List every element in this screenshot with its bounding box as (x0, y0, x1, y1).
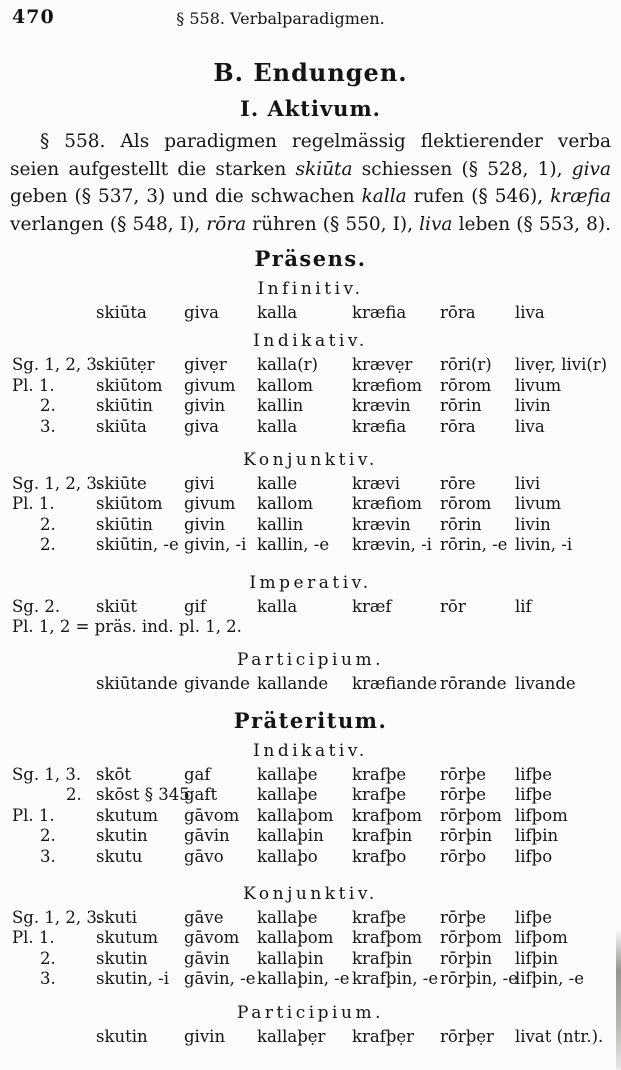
verb-form-cell: skutum (96, 805, 158, 825)
scan-artifact-smudge (616, 928, 621, 1070)
row-label (10, 303, 96, 323)
verb-form-cell: giva (184, 303, 219, 322)
verb-form-cell: skiūtom (96, 494, 163, 514)
verb-form-cell: skiūtin (96, 514, 153, 534)
verb-form-cell: skiūte (96, 474, 147, 494)
verb-form-cell: skutu (96, 846, 143, 866)
row-label: 3. (40, 969, 56, 989)
verb-form-cell: givum (184, 494, 236, 514)
mood-heading: Indikativ. (253, 740, 368, 761)
verb-form-cell: rōrþo (440, 846, 487, 866)
verb-form-cell: kallaþẹr (257, 1026, 326, 1046)
paradigm-table (10, 303, 611, 323)
verb-form-cell: gif (184, 596, 206, 616)
row-label: 3. (40, 846, 56, 866)
verb-form-cell: rōrþẹr (440, 1026, 494, 1046)
section-heading-aktivum: I. Aktivum. (240, 96, 381, 121)
verb-form-cell: skutin (96, 826, 148, 846)
row-label: 2. (40, 514, 56, 534)
paradigm-table (10, 765, 611, 867)
section-heading-endungen: B. Endungen. (213, 58, 408, 87)
row-label: 2. (40, 535, 56, 555)
paradigm-note: Pl. 1, 2 = präs. ind. pl. 1, 2. (12, 617, 242, 637)
verb-name-italic: rōra (206, 213, 247, 235)
verb-form-cell: kalla (257, 596, 298, 616)
paradigm-table (10, 908, 611, 990)
verb-form-cell: krævi (352, 474, 400, 494)
verb-form-cell: skiūtom (96, 375, 163, 395)
verb-form-cell: gāvin (184, 948, 230, 968)
verb-form-cell: krævẹr (352, 355, 413, 375)
verb-form-cell: rōra (440, 303, 476, 322)
paradigm-row (10, 597, 611, 617)
verb-form-cell: livande (515, 674, 576, 694)
verb-form-cell: givande (184, 674, 250, 694)
verb-form-cell: skiūt (96, 596, 138, 616)
verb-form-cell: kallaþom (257, 928, 334, 948)
verb-form-cell: kalla(r) (257, 355, 318, 375)
verb-form-cell: liva (515, 416, 545, 436)
row-label: Sg. 1, 2, 3. (12, 907, 103, 927)
paradigm-row (10, 303, 611, 323)
verb-form-cell: rōri(r) (440, 355, 492, 375)
intro-text: schiessen (§ 528, 1), (352, 158, 572, 180)
paradigm-row (10, 474, 611, 494)
paradigm-row (10, 674, 611, 694)
verb-form-cell: skōt (96, 764, 132, 784)
verb-form-cell: krafþẹr (352, 1026, 415, 1046)
verb-form-cell: kallaþin (257, 826, 324, 846)
verb-form-cell: givin (184, 514, 226, 534)
row-label: 3. (40, 416, 56, 436)
paradigm-row (10, 396, 611, 416)
verb-form-cell: lifþe (515, 907, 552, 927)
verb-form-cell: skiūtande (96, 674, 178, 694)
paradigm-row (10, 355, 611, 375)
verb-form-cell: kallaþe (257, 907, 318, 927)
verb-form-cell: krafþin (352, 948, 413, 968)
verb-form-cell: rōrþe (440, 764, 487, 784)
verb-name-italic: liva (419, 213, 453, 235)
verb-form-cell: krafþin (352, 826, 413, 846)
verb-form-cell: kallande (257, 674, 329, 694)
verb-form-cell: gāvin (184, 826, 230, 846)
paradigm-table (10, 597, 611, 617)
verb-form-cell: kallaþin, -e (257, 969, 350, 989)
mood-heading: Participium. (237, 650, 384, 671)
intro-text: leben (§ 553, 8). (452, 213, 611, 235)
verb-form-cell: lifþin (515, 826, 559, 846)
row-label: Sg. 1, 2, 3. (12, 355, 103, 375)
tense-heading: Präteritum. (233, 707, 388, 733)
paradigm-row (10, 515, 611, 535)
verb-form-cell: kræfiom (352, 494, 422, 514)
verb-name-italic: kalla (361, 186, 407, 207)
verb-form-cell: skiūta (96, 416, 147, 436)
paradigm-row (10, 494, 611, 514)
intro-line (10, 128, 611, 156)
verb-form-cell: rōra (440, 416, 476, 436)
verb-form-cell: skiūtin (96, 396, 153, 416)
intro-line (10, 183, 611, 211)
row-label: Pl. 1. (12, 805, 55, 825)
paradigm-row (10, 969, 611, 989)
verb-form-cell: kallaþom (257, 805, 334, 825)
paradigm-row (10, 826, 611, 846)
verb-form-cell: kalla (257, 303, 298, 322)
verb-form-cell: rōrande (440, 674, 507, 694)
verb-form-cell: givẹr (184, 355, 227, 375)
intro-line (10, 211, 611, 239)
verb-form-cell: krafþe (352, 764, 407, 784)
verb-form-cell: rōrþin (440, 826, 493, 846)
verb-form-cell: livum (515, 494, 562, 514)
verb-form-cell: kallaþe (257, 785, 318, 805)
verb-form-cell: liva (515, 303, 545, 322)
verb-form-cell: kallom (257, 494, 313, 514)
verb-form-cell: rōrin (440, 514, 482, 534)
verb-form-cell: krafþe (352, 785, 407, 805)
paradigm-row (10, 806, 611, 826)
verb-form-cell: givin, -i (184, 535, 247, 555)
verb-name-italic: kræfia (550, 186, 611, 207)
verb-form-cell: kallaþe (257, 764, 318, 784)
verb-form-cell: livat (ntr.). (515, 1026, 604, 1046)
paradigm-row (10, 949, 611, 969)
mood-heading: Konjunktiv. (243, 450, 378, 471)
verb-form-cell: kallaþin (257, 948, 324, 968)
verb-form-cell: givin (184, 1026, 226, 1046)
verb-form-cell: skiūtẹr (96, 355, 155, 375)
verb-form-cell: rōrom (440, 375, 492, 395)
row-label: 2. (40, 948, 56, 968)
verb-form-cell: skiūtin, -e (96, 535, 179, 555)
verb-form-cell: livum (515, 375, 562, 395)
row-label: 2. (66, 785, 82, 805)
verb-form-cell: skiūta (96, 303, 147, 322)
paradigm-row (10, 928, 611, 948)
verb-form-cell: kalle (257, 474, 298, 494)
verb-name-italic: giva (571, 158, 611, 180)
verb-form-cell: skuti (96, 907, 138, 927)
verb-form-cell: rōrþe (440, 785, 487, 805)
verb-form-cell: gaf (184, 764, 211, 784)
page-header (10, 6, 611, 32)
verb-form-cell: lif (515, 596, 532, 616)
verb-form-cell: livẹr, livi(r) (515, 355, 608, 375)
verb-form-cell: kræfia (352, 303, 407, 322)
verb-form-cell: rōrþom (440, 805, 502, 825)
verb-form-cell: givin (184, 396, 226, 416)
paradigm-table (10, 474, 611, 556)
row-label: 2. (40, 396, 56, 416)
paradigm-sections (10, 246, 611, 1047)
verb-form-cell: rōrin (440, 396, 482, 416)
verb-form-cell: skutin, -i (96, 969, 169, 989)
verb-form-cell: livin (515, 514, 551, 534)
verb-form-cell: skutin (96, 1026, 148, 1046)
paradigm-row (10, 847, 611, 867)
running-header: § 558. Verbalparadigmen. (176, 9, 385, 28)
paradigm-table (10, 1027, 611, 1047)
verb-form-cell: krafþo (352, 846, 407, 866)
verb-name-italic: skiūta (295, 158, 353, 180)
row-label: Pl. 1. (12, 928, 55, 948)
row-label: Sg. 1, 3. (12, 764, 82, 784)
verb-form-cell: rōr (440, 596, 466, 616)
row-label: Pl. 1. (12, 375, 55, 395)
verb-form-cell: kallin, -e (257, 535, 330, 555)
verb-form-cell: kallom (257, 375, 313, 395)
verb-form-cell: skōst § 345 (96, 785, 190, 805)
intro-text: rühren (§ 550, I), (246, 213, 420, 235)
verb-form-cell: givum (184, 375, 236, 395)
verb-form-cell: kræfiom (352, 375, 422, 395)
verb-form-cell: gaft (184, 785, 218, 805)
paradigm-row (10, 417, 611, 437)
verb-form-cell: krævin (352, 396, 411, 416)
paradigm-row (10, 376, 611, 396)
verb-form-cell: rōrom (440, 494, 492, 514)
row-label: Sg. 1, 2, 3. (12, 474, 103, 494)
verb-form-cell: kallaþo (257, 846, 318, 866)
verb-form-cell: krævin, -i (352, 535, 432, 555)
verb-form-cell: lifþe (515, 785, 552, 805)
verb-form-cell: rōrþin, -e (440, 969, 519, 989)
verb-form-cell: kræfiande (352, 674, 438, 694)
verb-form-cell: rōrþom (440, 928, 502, 948)
verb-form-cell: livin, -i (515, 535, 573, 555)
verb-form-cell: gāvom (184, 805, 240, 825)
verb-form-cell: krævin (352, 514, 411, 534)
verb-form-cell: lifþe (515, 764, 552, 784)
verb-form-cell: kallin (257, 514, 304, 534)
verb-form-cell: krafþe (352, 907, 407, 927)
verb-form-cell: livi (515, 474, 541, 494)
paradigm-table (10, 674, 611, 694)
verb-form-cell: gāve (184, 907, 224, 927)
verb-form-cell: krafþin, -e (352, 969, 439, 989)
intro-paragraph (10, 128, 611, 238)
intro-line (10, 156, 611, 184)
intro-text: verlangen (§ 548, I), (10, 213, 207, 235)
verb-form-cell: gāvo (184, 846, 224, 866)
row-label: Pl. 1. (12, 494, 55, 514)
verb-form-cell: rōrin, -e (440, 535, 508, 555)
paradigm-row (10, 908, 611, 928)
verb-form-cell: skutin (96, 948, 148, 968)
intro-text: § 558. Als paradigmen regelmässig flektierender verba (40, 131, 611, 152)
mood-heading: Participium. (237, 1002, 384, 1023)
intro-text: geben (§ 537, 3) und die schwachen (10, 186, 362, 207)
row-label (10, 674, 96, 694)
verb-form-cell: lifþin, -e (515, 969, 584, 989)
verb-form-cell: lifþo (515, 846, 553, 866)
row-label: Sg. 2. (12, 596, 61, 616)
verb-form-cell: skutum (96, 928, 158, 948)
paradigm-row (10, 765, 611, 785)
verb-form-cell: gāvin, -e (184, 969, 256, 989)
verb-form-cell: lifþin (515, 948, 559, 968)
mood-heading: Konjunktiv. (243, 883, 378, 904)
verb-form-cell: kalla (257, 416, 298, 436)
verb-form-cell: lifþom (515, 805, 568, 825)
verb-form-cell: kræf (352, 596, 392, 616)
verb-form-cell: rōrþin (440, 948, 493, 968)
intro-text: rufen (§ 546), (406, 186, 551, 207)
intro-text: seien aufgestellt die starken (10, 158, 296, 180)
verb-form-cell: livin (515, 396, 551, 416)
tense-heading: Präsens. (254, 246, 367, 271)
row-label: 2. (40, 826, 56, 846)
verb-form-cell: givi (184, 474, 215, 494)
mood-heading: Imperativ. (249, 572, 372, 593)
paradigm-row (10, 785, 611, 805)
verb-form-cell: kræfia (352, 416, 407, 436)
verb-form-cell: krafþom (352, 805, 422, 825)
row-label (10, 1027, 96, 1047)
verb-form-cell: kallin (257, 396, 304, 416)
mood-heading: Indikativ. (253, 331, 368, 352)
paradigm-row (10, 535, 611, 555)
verb-form-cell: giva (184, 416, 219, 436)
verb-form-cell: rōre (440, 474, 476, 494)
paradigm-table (10, 355, 611, 437)
verb-form-cell: gāvom (184, 928, 240, 948)
page-number: 470 (12, 6, 55, 28)
mood-heading: Infinitiv. (257, 279, 364, 299)
paradigm-row (10, 1027, 611, 1047)
verb-form-cell: krafþom (352, 928, 422, 948)
verb-form-cell: lifþom (515, 928, 568, 948)
verb-form-cell: rōrþe (440, 907, 487, 927)
